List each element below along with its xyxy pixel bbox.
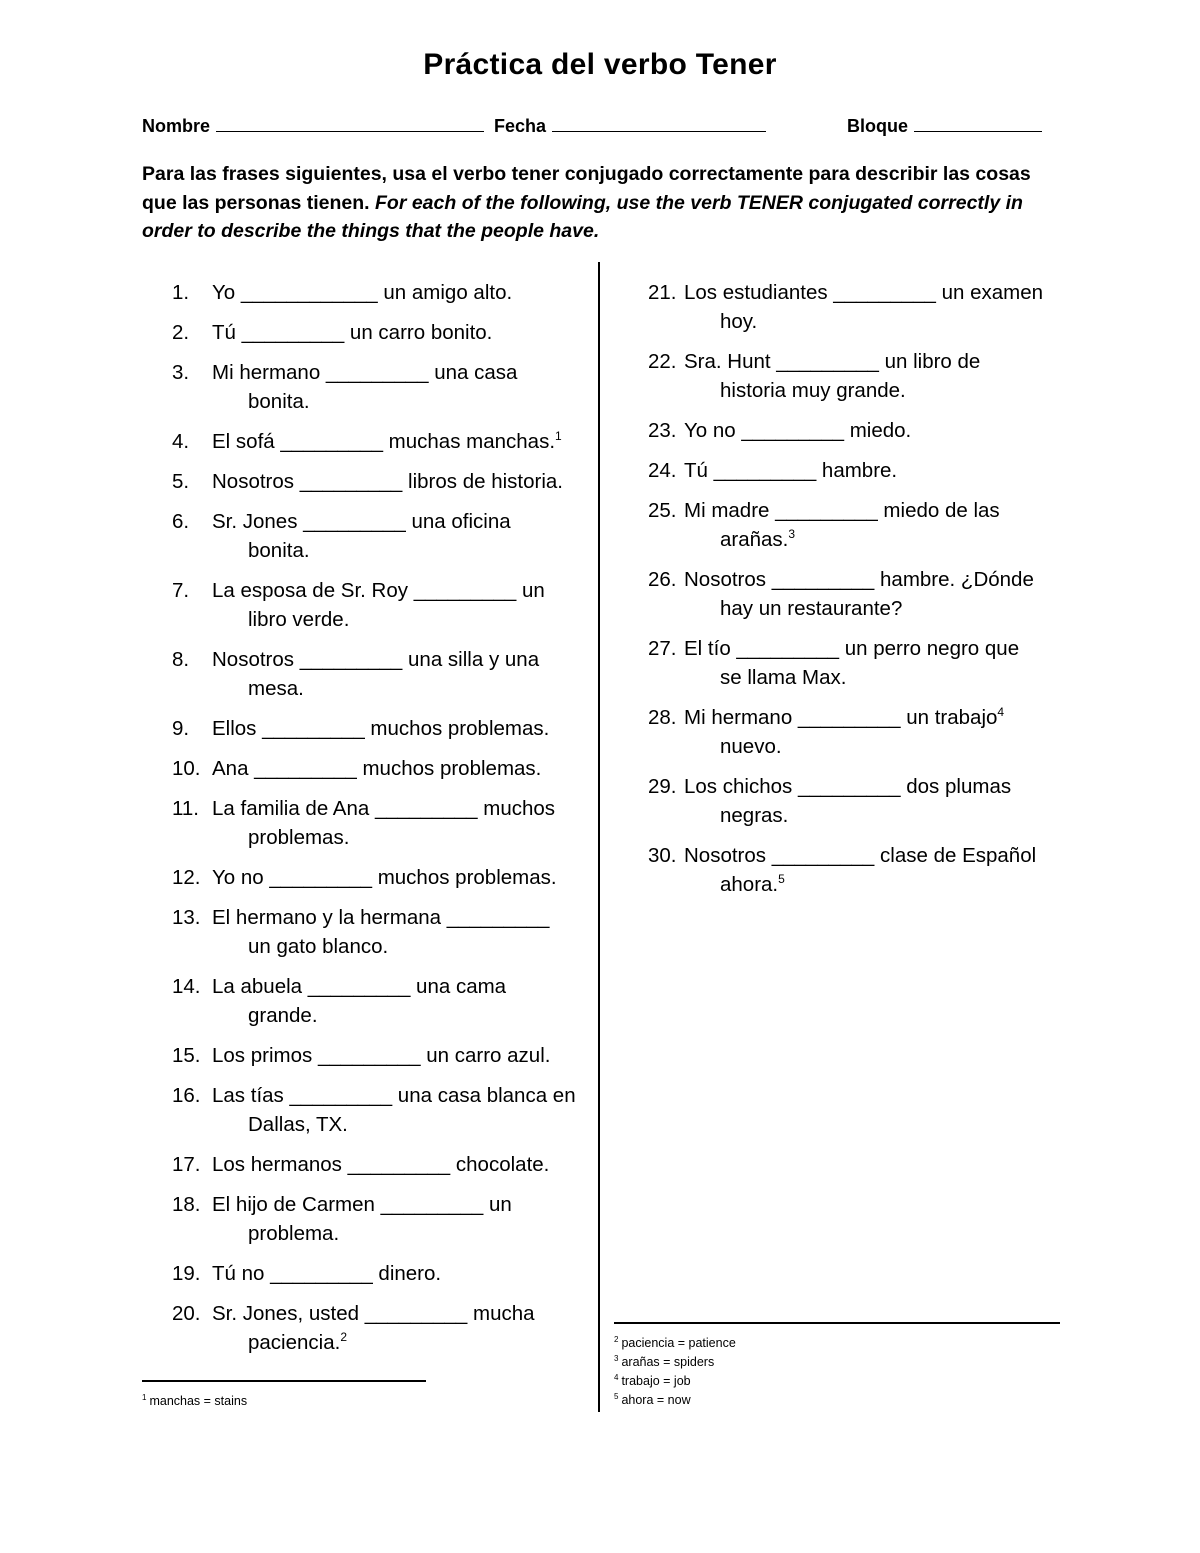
question-number: 2. (172, 321, 190, 344)
question-item (648, 496, 1068, 554)
question-continuation-text: grande. (248, 1004, 318, 1027)
question-text: Nosotros _________ una silla y una (212, 648, 540, 671)
question-item (172, 863, 592, 892)
question-text: Yo no _________ miedo. (684, 419, 912, 442)
question-text: Ellos _________ muchos problemas. (212, 717, 550, 740)
question-number: 18. (172, 1193, 201, 1216)
question-line (684, 456, 1068, 485)
question-number: 24. (648, 459, 677, 482)
question-text: El sofá _________ muchas manchas. (212, 430, 556, 453)
question-item (172, 1081, 592, 1139)
question-number: 3. (172, 361, 190, 384)
question-text: Tú _________ un carro bonito. (212, 321, 493, 344)
question-item (172, 358, 592, 416)
question-text: Los primos _________ un carro azul. (212, 1044, 551, 1067)
question-line (684, 496, 1068, 525)
question-number: 12. (172, 866, 201, 889)
question-line (684, 703, 1068, 732)
question-number: 15. (172, 1044, 201, 1067)
footnote-number: 2 (614, 1335, 619, 1344)
question-text: Mi madre _________ miedo de las (684, 499, 1000, 522)
question-number: 30. (648, 844, 677, 867)
question-continuation (212, 536, 592, 565)
footnote-text: trabajo = job (621, 1374, 691, 1388)
question-continuation-text: arañas. (720, 528, 789, 551)
question-continuation (212, 1001, 592, 1030)
question-line (212, 903, 592, 932)
question-item (172, 467, 592, 496)
question-item (648, 347, 1068, 405)
question-continuation-text: paciencia. (248, 1331, 341, 1354)
question-text: El hijo de Carmen _________ un (212, 1193, 512, 1216)
question-number: 13. (172, 906, 201, 929)
question-line (684, 772, 1068, 801)
footnote-marker: 3 (788, 527, 796, 541)
question-continuation (684, 801, 1068, 830)
question-line (212, 507, 592, 536)
nombre-field (142, 116, 484, 137)
footnote (614, 1372, 736, 1391)
question-line (212, 1190, 592, 1219)
question-line (212, 427, 592, 456)
question-line (212, 318, 592, 347)
footnote-number: 1 (142, 1393, 147, 1402)
question-continuation-text: problemas. (248, 826, 350, 849)
question-continuation-text: libro verde. (248, 608, 350, 631)
question-item (172, 427, 592, 456)
question-item (648, 841, 1068, 899)
question-text: Sr. Jones, usted _________ mucha (212, 1302, 535, 1325)
question-line (212, 358, 592, 387)
question-text: Nosotros _________ clase de Español (684, 844, 1037, 867)
footnote-text: manchas = stains (149, 1394, 248, 1408)
question-continuation (212, 674, 592, 703)
fecha-blank[interactable] (552, 117, 766, 132)
footnote-text: ahora = now (621, 1393, 691, 1407)
question-text: Tú _________ hambre. (684, 459, 898, 482)
right-question-column (648, 278, 1068, 910)
question-line (212, 1259, 592, 1288)
question-number: 27. (648, 637, 677, 660)
left-footnote-rule (142, 1380, 426, 1382)
nombre-blank[interactable] (216, 117, 484, 132)
question-text: La abuela _________ una cama (212, 975, 507, 998)
question-continuation (212, 1219, 592, 1248)
question-item (172, 318, 592, 347)
question-item (172, 794, 592, 852)
question-continuation-text: bonita. (248, 390, 310, 413)
question-number: 16. (172, 1084, 201, 1107)
question-line (684, 347, 1068, 376)
question-number: 29. (648, 775, 677, 798)
question-text: Nosotros _________ hambre. ¿Dónde (684, 568, 1034, 591)
question-line (212, 714, 592, 743)
question-text: Sr. Jones _________ una oficina (212, 510, 511, 533)
question-line (684, 278, 1068, 307)
question-number: 21. (648, 281, 677, 304)
question-number: 20. (172, 1302, 201, 1325)
question-line (212, 794, 592, 823)
question-line (212, 972, 592, 1001)
question-continuation-text: ahora. (720, 873, 779, 896)
question-item (648, 772, 1068, 830)
question-number: 8. (172, 648, 190, 671)
question-continuation-text: negras. (720, 804, 789, 827)
question-item (172, 576, 592, 634)
question-line (212, 576, 592, 605)
footnote-text: arañas = spiders (621, 1355, 715, 1369)
question-text: Las tías _________ una casa blanca en (212, 1084, 576, 1107)
question-continuation (684, 663, 1068, 692)
footnote-marker: 2 (340, 1330, 347, 1344)
right-footnote-rule (614, 1322, 1060, 1324)
left-question-column (172, 278, 592, 1368)
question-line (684, 416, 1068, 445)
instructions-english: For each of the following, use the verb TENER conjugated correctly in order to describe the things that the people have. (142, 191, 1023, 242)
question-line (212, 1299, 592, 1328)
question-continuation (684, 307, 1068, 336)
question-number: 23. (648, 419, 677, 442)
question-text: La familia de Ana _________ muchos (212, 797, 556, 820)
question-continuation (684, 732, 1068, 761)
question-text: Los hermanos _________ chocolate. (212, 1153, 550, 1176)
question-item (648, 456, 1068, 485)
question-number: 25. (648, 499, 677, 522)
footnote (614, 1334, 736, 1353)
bloque-field (847, 116, 1042, 137)
question-text: Yo ____________ un amigo alto. (212, 281, 513, 304)
question-continuation (212, 823, 592, 852)
question-text: Los estudiantes _________ un examen (684, 281, 1044, 304)
footnote-marker: 4 (997, 705, 1005, 719)
question-number: 9. (172, 717, 190, 740)
question-text: Mi hermano _________ un trabajo (684, 706, 998, 729)
question-line (212, 645, 592, 674)
question-item (172, 1259, 592, 1288)
question-continuation (684, 594, 1068, 623)
question-number: 14. (172, 975, 201, 998)
question-line (212, 1041, 592, 1070)
question-continuation-text: problema. (248, 1222, 340, 1245)
footnote-number: 4 (614, 1373, 619, 1382)
right-footnotes (614, 1334, 736, 1410)
fecha-label: Fecha (494, 116, 547, 136)
question-continuation (212, 387, 592, 416)
question-item (172, 1190, 592, 1248)
question-text: Nosotros _________ libros de historia. (212, 470, 563, 493)
question-item (172, 754, 592, 783)
question-continuation-text: mesa. (248, 677, 304, 700)
left-footnotes (142, 1392, 247, 1411)
question-line (212, 467, 592, 496)
question-continuation-text: historia muy grande. (720, 379, 906, 402)
question-number: 11. (172, 797, 199, 820)
question-text: Mi hermano _________ una casa (212, 361, 518, 384)
question-item (172, 645, 592, 703)
question-number: 22. (648, 350, 677, 373)
question-line (684, 565, 1068, 594)
question-line (212, 754, 592, 783)
question-number: 5. (172, 470, 190, 493)
question-continuation-text: bonita. (248, 539, 310, 562)
question-continuation-text: nuevo. (720, 735, 782, 758)
question-item (648, 565, 1068, 623)
page-title: Práctica del verbo Tener (423, 48, 777, 81)
question-continuation (212, 1110, 592, 1139)
question-text: Tú no _________ dinero. (212, 1262, 442, 1285)
footnote (614, 1391, 736, 1410)
question-item (172, 1299, 592, 1357)
footnote-marker: 5 (778, 872, 785, 886)
question-line (684, 634, 1068, 663)
question-line (212, 863, 592, 892)
question-text: Ana _________ muchos problemas. (212, 757, 542, 780)
footnote (142, 1392, 247, 1411)
question-number: 19. (172, 1262, 201, 1285)
footnote (614, 1353, 736, 1372)
question-continuation (212, 605, 592, 634)
question-line (212, 278, 592, 307)
question-continuation (684, 525, 1068, 554)
question-continuation (684, 376, 1068, 405)
question-number: 7. (172, 579, 190, 602)
question-text: La esposa de Sr. Roy _________ un (212, 579, 545, 602)
question-text: Sra. Hunt _________ un libro de (684, 350, 981, 373)
question-line (212, 1081, 592, 1110)
column-divider (598, 262, 600, 1412)
bloque-label: Bloque (847, 116, 908, 136)
question-text: El hermano y la hermana _________ (212, 906, 550, 929)
instructions-spanish: Para las frases siguientes, usa el verbo tener conjugado correctamente para describir las cosas que las personas tienen. (142, 163, 1031, 214)
question-item (648, 416, 1068, 445)
question-continuation (212, 1328, 592, 1357)
bloque-blank[interactable] (914, 117, 1042, 132)
question-text: El tío _________ un perro negro que (684, 637, 1020, 660)
question-item (648, 278, 1068, 336)
question-continuation-text: se llama Max. (720, 666, 847, 689)
footnote-marker: 1 (555, 429, 562, 443)
question-continuation-text: hay un restaurante? (720, 597, 903, 620)
question-item (172, 507, 592, 565)
question-number: 1. (172, 281, 190, 304)
footnote-text: paciencia = patience (621, 1336, 736, 1350)
question-number: 6. (172, 510, 190, 533)
question-number: 17. (172, 1153, 201, 1176)
question-item (172, 714, 592, 743)
question-item (172, 972, 592, 1030)
question-number: 26. (648, 568, 677, 591)
question-item (648, 703, 1068, 761)
question-item (172, 1150, 592, 1179)
question-text: Yo no _________ muchos problemas. (212, 866, 557, 889)
instructions (142, 160, 1042, 246)
question-number: 4. (172, 430, 190, 453)
footnote-number: 5 (614, 1392, 619, 1401)
question-number: 10. (172, 757, 201, 780)
question-continuation-text: hoy. (720, 310, 758, 333)
question-item (172, 1041, 592, 1070)
footnote-number: 3 (614, 1354, 619, 1363)
question-item (172, 903, 592, 961)
fecha-field (494, 116, 766, 137)
question-continuation-text: un gato blanco. (248, 935, 389, 958)
nombre-label: Nombre (142, 116, 211, 136)
question-line (212, 1150, 592, 1179)
question-item (648, 634, 1068, 692)
question-continuation (684, 870, 1068, 899)
question-continuation (212, 932, 592, 961)
question-item (172, 278, 592, 307)
question-number: 28. (648, 706, 677, 729)
question-line (684, 841, 1068, 870)
question-continuation-text: Dallas, TX. (248, 1113, 348, 1136)
question-text: Los chichos _________ dos plumas (684, 775, 1012, 798)
